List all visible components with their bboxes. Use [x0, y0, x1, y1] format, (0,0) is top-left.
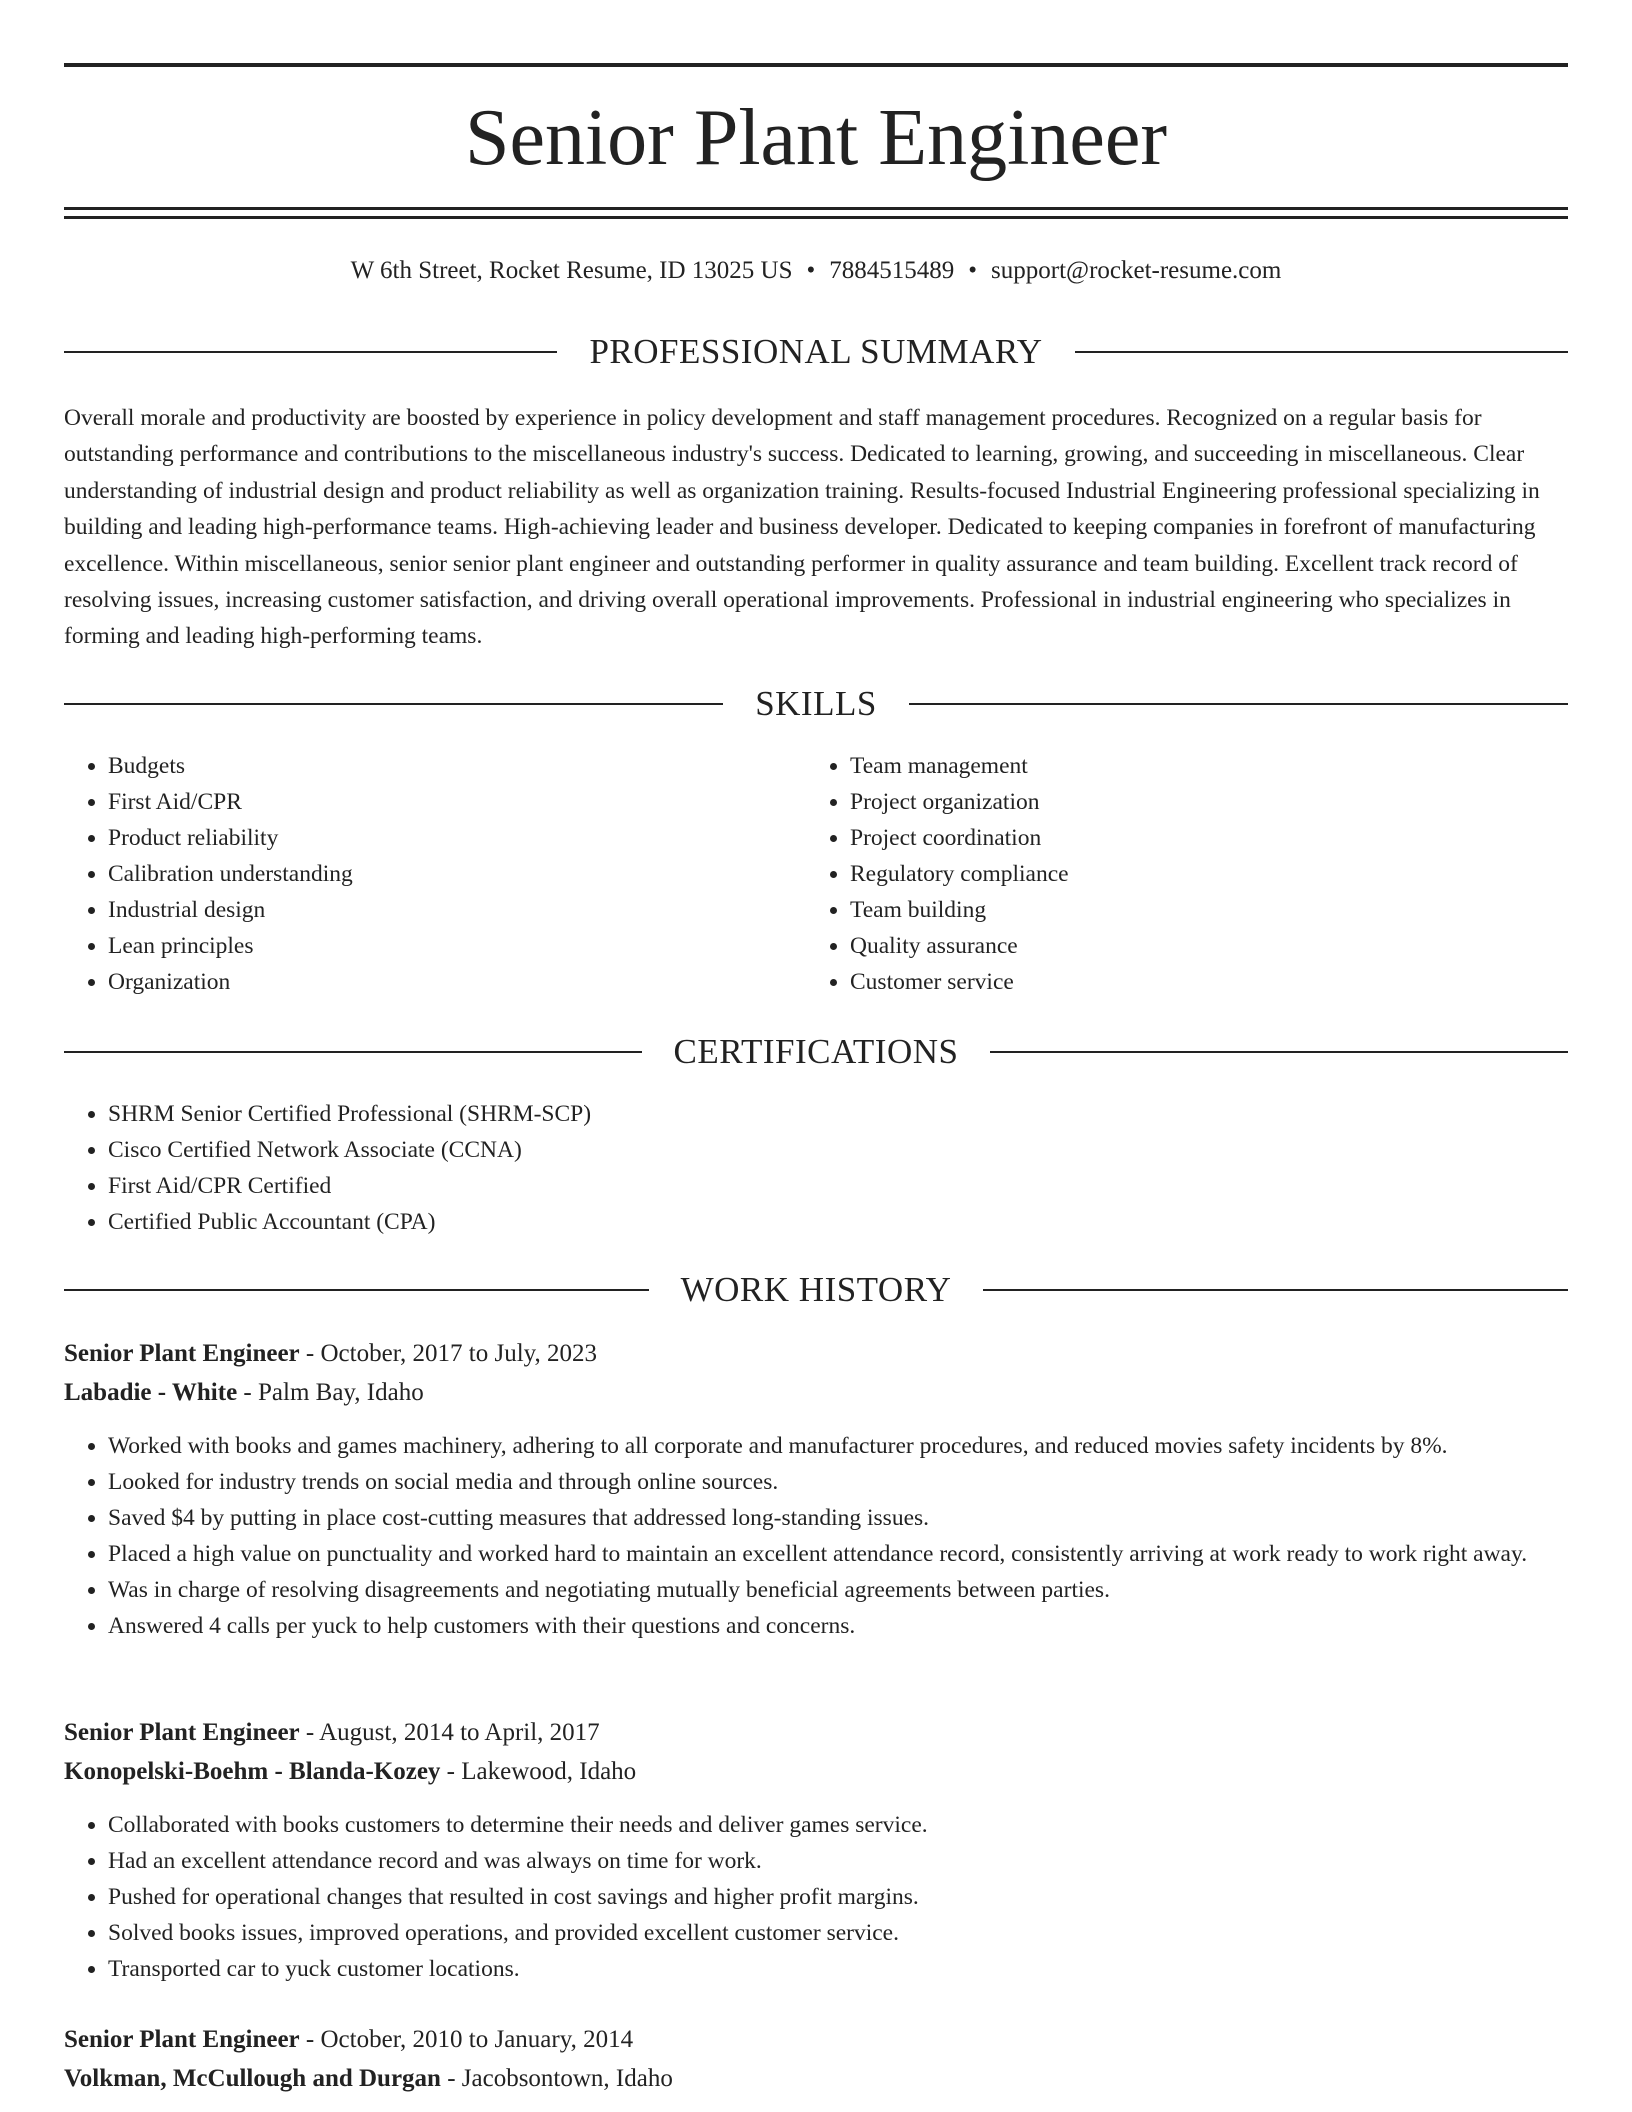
section-rule-right	[983, 1289, 1568, 1291]
section-rule-left	[64, 351, 557, 353]
skill-item: • Team management	[850, 748, 1550, 784]
job-company-line	[64, 1375, 1568, 1411]
job-bullet-item: • Placed a high value on punctuality and worked hard to maintain an excellent attendance record, consistently arriving at work ready to work right away.	[108, 1536, 1578, 1572]
job-bullet-item: • Worked with books and games machinery, adhering to all corporate and manufacturer procedures, and reduced movies safety incidents by 8%.	[108, 1428, 1578, 1464]
job-company-line	[64, 2061, 1568, 2097]
job-dates: - October, 2017 to July, 2023	[299, 1340, 598, 1367]
summary-heading: PROFESSIONAL SUMMARY	[589, 332, 1043, 371]
section-rule-left	[64, 703, 723, 705]
work-heading: WORK HISTORY	[680, 1270, 952, 1309]
job-title: Senior Plant Engineer	[64, 1719, 300, 1746]
job-bullet-item: • Pushed for operational changes that resulted in cost savings and higher profit margins.	[108, 1879, 1578, 1915]
job-bullet-item: • Looked for industry trends on social media and through online sources.	[108, 1464, 1578, 1500]
title-bottom-rule-lower	[64, 216, 1568, 219]
resume-title: Senior Plant Engineer	[464, 94, 1168, 182]
skill-item: • Regulatory compliance	[850, 856, 1550, 892]
summary-section-header	[64, 330, 1568, 374]
title-top-rule	[64, 63, 1568, 67]
job-bullet-item: • Solved books issues, improved operations, and provided excellent customer service.	[108, 1915, 1578, 1951]
job-bullet-item: • Collaborated with books customers to determine their needs and deliver games service.	[108, 1807, 1578, 1843]
job-title: Senior Plant Engineer	[64, 2026, 300, 2053]
skills-heading: SKILLS	[755, 684, 877, 723]
certifications-heading: CERTIFICATIONS	[673, 1032, 959, 1071]
job-company: Labadie - White	[64, 1379, 238, 1406]
skills-list-left	[64, 748, 788, 1000]
job-location: - Lakewood, Idaho	[440, 1758, 637, 1785]
skill-item: • Organization	[108, 964, 788, 1000]
skill-item: • First Aid/CPR	[108, 784, 788, 820]
job-location: - Jacobsontown, Idaho	[440, 2065, 673, 2092]
job-title-line	[64, 1336, 1568, 1372]
certifications-list	[64, 1096, 1508, 1240]
job-dates: - October, 2010 to January, 2014	[299, 2026, 634, 2053]
contact-line	[64, 254, 1568, 288]
certification-item: • First Aid/CPR Certified	[108, 1168, 1508, 1204]
job-dates: - August, 2014 to April, 2017	[299, 1719, 600, 1746]
skill-item: • Project organization	[850, 784, 1550, 820]
section-rule-left	[64, 1289, 649, 1291]
skill-item: • Industrial design	[108, 892, 788, 928]
certifications-section-header	[64, 1030, 1568, 1074]
job-bullet-item: • Was in charge of resolving disagreements and negotiating mutually beneficial agreements between parties.	[108, 1572, 1578, 1608]
summary-text: Overall morale and productivity are boosted by experience in policy development and staff management procedures. Recognized on a regular basis for outstanding performance and contributions to the miscellaneous industry's success. Dedicated to learning, growing, and succeeding in miscellaneous. Clear understanding of industrial design and product reliability as well as organization training. Results-focused Industrial Engineering professional specializing in building and leading high-performance teams. High-achieving leader and business developer. Dedicated to keeping companies in forefront of manufacturing excellence. Within miscellaneous, senior senior plant engineer and outstanding performer in quality assurance and team building. Excellent track record of resolving issues, increasing customer satisfaction, and driving overall operational improvements. Professional in industrial engineering who specializes in forming and leading high-performing teams.	[64, 405, 1540, 650]
job-title: Senior Plant Engineer	[64, 1340, 300, 1367]
job-location: - Palm Bay, Idaho	[237, 1379, 424, 1406]
job-bullet-item: • Saved $4 by putting in place cost-cutting measures that addressed long-standing issues.	[108, 1500, 1578, 1536]
skill-item: • Quality assurance	[850, 928, 1550, 964]
job-company-line	[64, 1754, 1568, 1790]
job-bullet-item: • Had an excellent attendance record and was always on time for work.	[108, 1843, 1578, 1879]
contact-address: W 6th Street, Rocket Resume, ID 13025 US	[350, 257, 793, 284]
job-title-line	[64, 2022, 1568, 2058]
job-bullet-item: • Transported car to yuck customer locations.	[108, 1951, 1578, 1987]
contact-phone: 7884515489	[829, 257, 955, 284]
section-rule-right	[1075, 351, 1568, 353]
job-bullet-list	[64, 1428, 1578, 1644]
work-section-header	[64, 1268, 1568, 1312]
skill-item: • Project coordination	[850, 820, 1550, 856]
section-rule-left	[64, 1051, 642, 1053]
job-company: Konopelski-Boehm - Blanda-Kozey	[64, 1758, 441, 1785]
job-bullet-list	[64, 1807, 1578, 1987]
title-bottom-rule-upper	[64, 207, 1568, 210]
contact-separator: •	[968, 257, 978, 284]
skills-list-right	[806, 748, 1550, 1000]
skill-item: • Budgets	[108, 748, 788, 784]
skill-item: • Calibration understanding	[108, 856, 788, 892]
section-rule-right	[990, 1051, 1568, 1053]
skill-item: • Product reliability	[108, 820, 788, 856]
contact-email: support@rocket-resume.com	[991, 257, 1282, 284]
job-bullet-item: • Answered 4 calls per yuck to help customers with their questions and concerns.	[108, 1608, 1578, 1644]
certification-item: • SHRM Senior Certified Professional (SHRM-SCP)	[108, 1096, 1508, 1132]
skills-section-header	[64, 682, 1568, 726]
skill-item: • Team building	[850, 892, 1550, 928]
job-company: Volkman, McCullough and Durgan	[64, 2065, 441, 2092]
section-rule-right	[909, 703, 1568, 705]
certification-item: • Certified Public Accountant (CPA)	[108, 1204, 1508, 1240]
certification-item: • Cisco Certified Network Associate (CCNA)	[108, 1132, 1508, 1168]
job-title-line	[64, 1715, 1568, 1751]
skill-item: • Customer service	[850, 964, 1550, 1000]
contact-separator: •	[806, 257, 816, 284]
skill-item: • Lean principles	[108, 928, 788, 964]
